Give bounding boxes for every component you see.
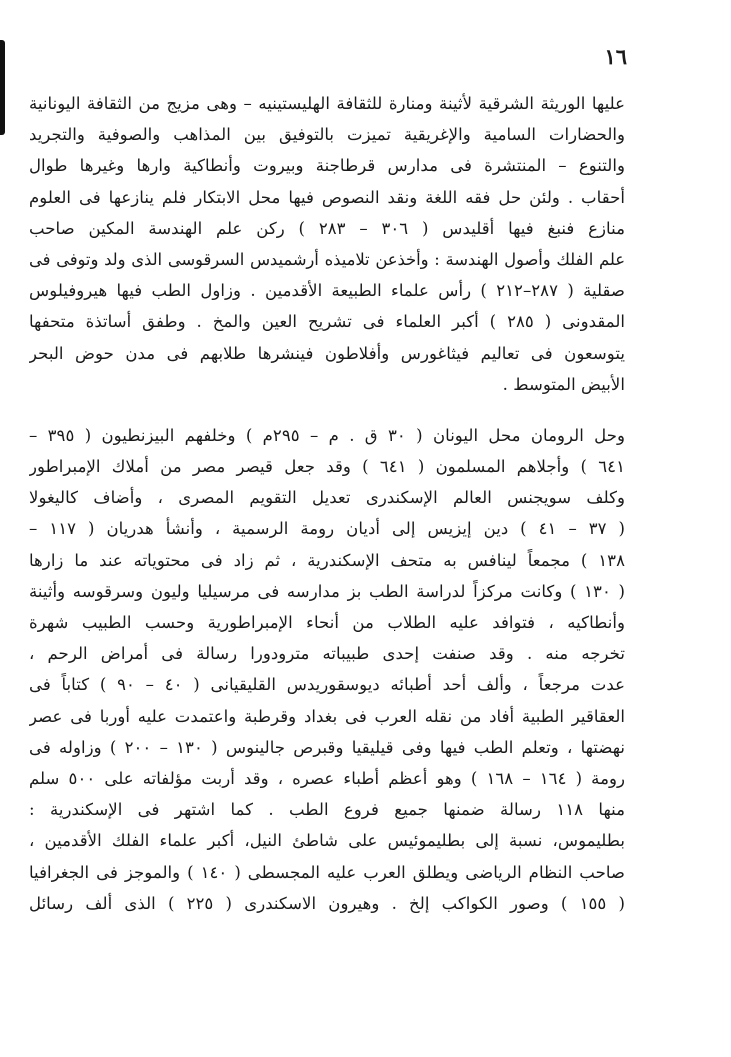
text-line: الأبيض المتوسط . [502, 374, 625, 394]
page-number: ١٦ [604, 44, 627, 69]
text-line: عليها الوريثة الشرقية لأثينة ومنارة للثقافة الهليستينيه – وهى مزيج من الثقافة اليونانية [29, 94, 625, 113]
text-line: ( ٣٧ – ٤١ ) دين إيزيس إلى أديان رومة الرسمية ، وأنشأ هدريان ( ١١٧ – [29, 519, 625, 539]
paragraph-1 [29, 88, 625, 400]
text-line: رومة ( ١٦٤ – ١٦٨ ) وهو أعظم أطباء عصره ، وقد أربت مؤلفاته على ٥٠٠ سلم [29, 768, 625, 788]
text-line: صقلية ( ٢٨٧–٢١٢ ) رأس علماء الطبيعة الأقدمين . وزاول الطب فيها هيروفيلوس [29, 281, 625, 301]
text-line: ( ١٣٠ ) وكانت مركزاً لدراسة الطب بز مدارسه فى مرسيليا وليون وسرقوسه وأثينة [29, 581, 625, 601]
text-line: بطليموس، نسبة إلى بطليموئيس على شاطئ النيل، أكبر علماء الفلك الأقدمين ، [29, 831, 625, 851]
text-line: المقدونى ( ٢٨٥ ) أكبر العلماء فى تشريح العين والمخ . وطفق أساتذة متحفها [29, 312, 625, 332]
text-line: علم الفلك وأصول الهندسة : وأخذعن تلاميذه أرشميدس السرقوسى الذى ولد وتوفى فى [29, 249, 625, 269]
text-line: ١٣٨ ) مجمعاً لينافس به متحف الإسكندرية ، ثم زاد فى محتوياته عند ما زارها [29, 550, 625, 570]
text-line: والتنوع – المنتشرة فى مدارس قرطاجنة وبيروت وأنطاكية وارها وغيرها طوال [29, 156, 625, 176]
text-line: عدت مرجعاً ، وألف أحد أطبائه ديوسقوريدس القليقيانى ( ٤٠ – ٩٠ ) كتاباً فى [29, 675, 625, 695]
text-line: وكلف سويجنس العالم الإسكندرى تعديل التقويم المصرى ، وأضاف كاليغولا [29, 488, 625, 508]
text-line: ( ١٥٥ ) وصور الكواكب إلخ . وهيرون الاسكندرى ( ٢٢٥ ) الذى ألف رسائل [29, 893, 625, 913]
text-line: تخرجه منه . وقد صنفت إحدى طبيباته مترودورا رسالة فى أمراض الرحم ، [29, 644, 625, 664]
text-line: صاحب النظام الرياضى ويطلق العرب عليه المجسطى ( ١٤٠ ) والموجز فى الجغرافيا [29, 862, 625, 882]
page-binding-edge [0, 40, 5, 135]
text-line: والحضارات السامية والإغريقية تميزت بالتوفيق بين المذاهب والصوفية والتجريد [29, 125, 625, 145]
text-line: منها ١١٨ رسالة ضمنها جميع فروع الطب . كما اشتهر فى الإسكندرية : [29, 800, 625, 820]
text-line: منازع فنبغ فيها أقليدس ( ٣٠٦ – ٢٨٣ ) ركن علم الهندسة المكين صاحب [29, 218, 625, 238]
text-line: ٦٤١ ) وأجلاهم المسلمون ( ٦٤١ ) وقد جعل قيصر مصر من أملاك الإمبراطور [29, 457, 625, 477]
text-line: وحل الرومان محل اليونان ( ٣٠ ق . م – ٢٩٥م ) وخلفهم البيزنطيون ( ٣٩٥ – [29, 425, 625, 445]
paragraph-2 [29, 420, 625, 919]
text-line: يتوسعون فى تعاليم فيثاغورس وأفلاطون فينشرها طلابهم فى مدن حوض البحر [29, 343, 625, 363]
text-line: أحقاب . ولئن حل فقه اللغة ونقد النصوص فيها محل الابتكار فلم ينازعها فى العلوم [29, 187, 625, 207]
body-text [29, 88, 625, 919]
text-line: نهضتها ، وتعلم الطب فيها وفى قيليقيا وقبرص جالينوس ( ١٣٠ – ٢٠٠ ) وزاوله فى [29, 737, 625, 757]
text-line: العقاقير الطبية أفاد من نقله العرب فى بغداد وقرطبة واعتمدت عليه أوربا فى عصر [29, 706, 625, 726]
text-line: وأنطاكيه ، فتوافد عليه الطلاب من أنحاء الإمبراطورية وحسب الطبيب شهرة [29, 613, 625, 632]
